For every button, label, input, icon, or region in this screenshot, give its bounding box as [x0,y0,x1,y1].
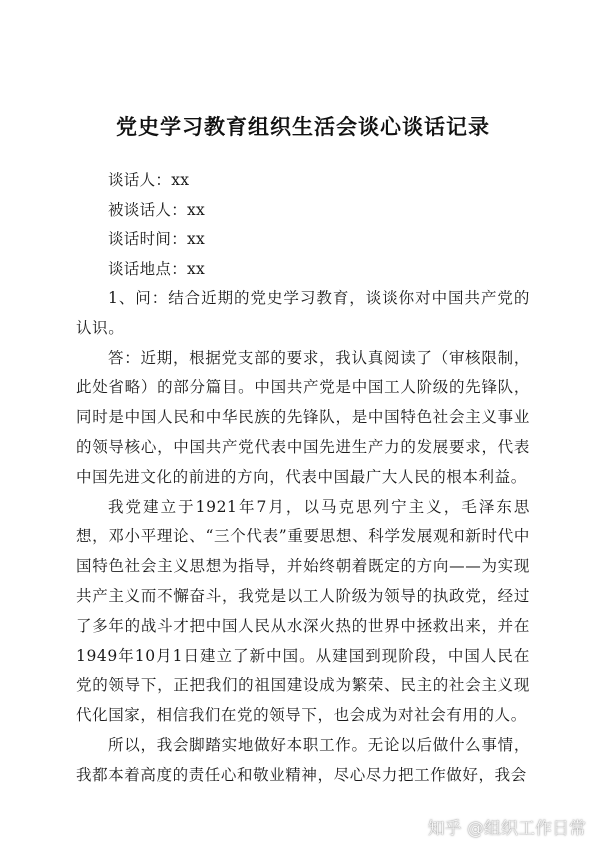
meta-value: xx [171,171,190,189]
watermark-text: 知乎 @组织工作日常 [427,819,586,839]
meta-location [76,255,530,285]
meta-block [76,166,530,284]
meta-value: xx [187,200,206,219]
conclusion-paragraph: 所以，我会脚踏实地做好本职工作。无论以后做什么事情，我都本着高度的责任心和敬业精神，尽心尽力把工作做好，我会 [76,735,530,784]
meta-interviewer [76,166,530,196]
meta-label: 谈话人： [108,171,172,189]
meta-interviewee [76,196,530,226]
meta-value: xx [187,230,206,248]
body-text [76,284,530,791]
answer-paragraph: 答：近期，根据党支部的要求，我认真阅读了（审核限制，此处省略）的部分篇目。中国共产党是中国工人阶级的先锋队，同时是中国人民和中华民族的先锋队，是中国特色社会主义事业的领导核心，中国共产党代表中国先进生产力的发展要求，代表中国先进文化的前进的方向，代表中国最广大人民的根本利益。 [76,348,530,486]
meta-value: xx [187,259,206,278]
history-paragraph: 我党建立于1921年7月，以马克思列宁主义，毛泽东思想，邓小平理论、“三个代表”重要思想、科学发展观和新时代中国特色社会主义思想为指导，并始终朝着既定的方向——为实现共产主义而不懈奋斗，我党是以工人阶级为领导的执政党，经过了多年的战斗才把中国人民从水深火热的世界中拯救出来，并在1949年10月1日建立了新中国。从建国到现阶段，中国人民在党的领导下，正把我们的祖国建设成为繁荣、民主的社会主义现代化国家，相信我们在党的领导下，也会成为对社会有用的人。 [76,497,530,725]
meta-label: 被谈话人： [108,200,188,219]
meta-label: 谈话时间： [108,230,188,248]
document-title: 党史学习教育组织生活会谈心谈话记录 [116,115,490,139]
meta-label: 谈话地点： [108,259,188,278]
question-paragraph: 1、问：结合近期的党史学习教育，谈谈你对中国共产党的认识。 [76,289,530,337]
meta-time [76,225,530,255]
zhihu-watermark [428,814,586,839]
